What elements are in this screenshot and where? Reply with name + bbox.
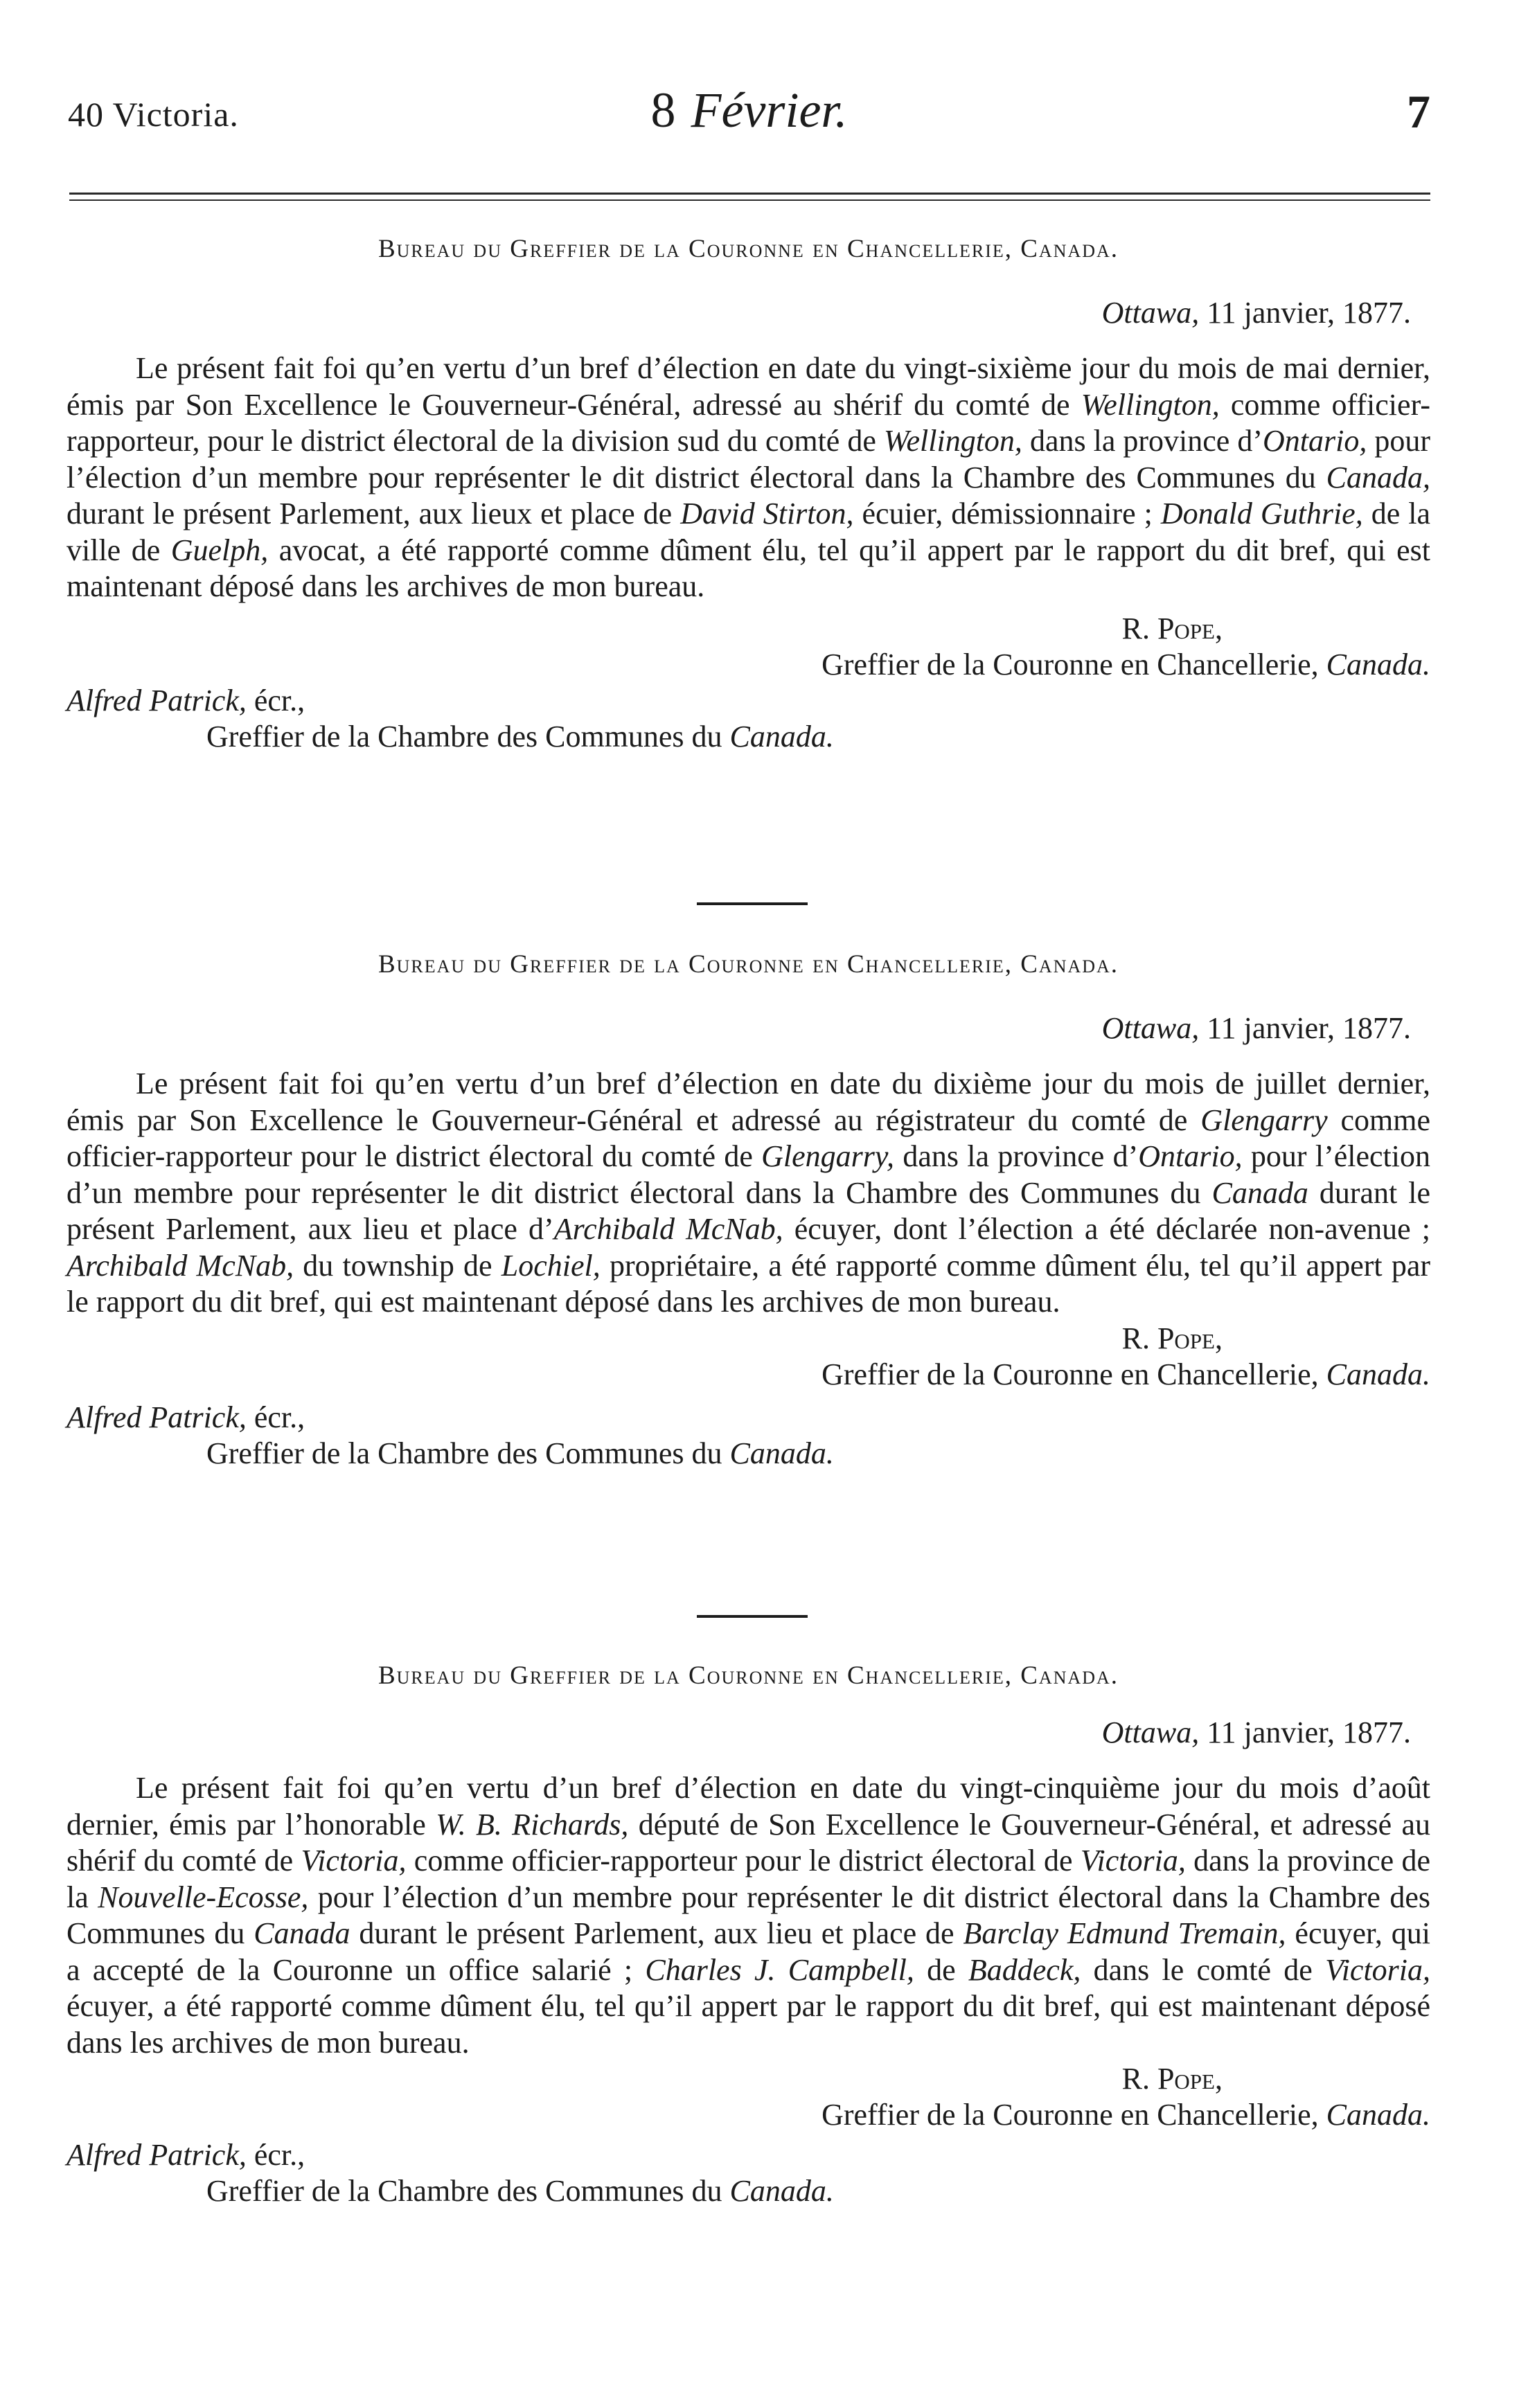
dateline-place: Ottawa, [1101,296,1200,330]
addressee-suffix: écr., [254,683,305,717]
dateline-date: 11 janvier, 1877. [1207,1011,1411,1045]
body-proper-name: Archibald McNab, [553,1212,783,1246]
bureau-heading: Bureau du Greffier de la Couronne en Chancellerie, Canada. [377,1661,1119,1690]
body-proper-name: Charles J. Campbell, [645,1952,914,1987]
body-text-run: dans la province de la [66,1844,1430,1914]
body-text-run: député de Son Excellence le Gouverneur-Général, et adressé au shérif du comté de [66,1807,1431,1878]
body-text-run: Le présent fait foi qu’en vertu d’un bref d’élection en date du dixième jour du mois de juillet dernier, émis par Son Excellence le Gouverneur-Général et adressé au régistrateur du comté de [66,1067,1430,1137]
body-proper-name: Wellington, [883,424,1022,458]
body-text-run: de [914,1952,968,1987]
addressee [66,2137,1430,2173]
addressee-title [206,719,1430,755]
running-head [68,82,1430,151]
body-proper-name: Ontario, [1138,1139,1243,1173]
body-text-run: écuier, démissionnaire ; [853,497,1161,530]
body-proper-name: Lochiel, [501,1248,601,1283]
body-proper-name: Nouvelle-Ecosse, [98,1880,309,1914]
addressee-name: Alfred Patrick, [66,1400,247,1434]
addressee-office: Greffier de la Chambre des Communes du [206,2174,722,2208]
issue-day: 8 [650,82,676,138]
addressee-office: Greffier de la Chambre des Communes du [206,1436,722,1470]
page-number: 7 [1407,85,1430,138]
addressee-country: Canada. [729,719,834,753]
signatory-country: Canada. [1326,647,1430,681]
addressee-country: Canada. [729,1436,834,1470]
body-proper-name: Donald Guthrie, [1160,497,1363,530]
body-proper-name: Glengarry [1200,1103,1328,1137]
body-text-run: comme officier-rapporteur pour le district électoral du comté de [66,1103,1431,1173]
addressee-office: Greffier de la Chambre des Communes du [206,719,722,753]
election-notice [66,1655,1430,2209]
addressee-title [206,1436,1430,1472]
body-proper-name: Wellington, [1081,387,1220,422]
dateline-place: Ottawa, [1101,1011,1200,1045]
body-proper-name: Victoria, [1325,1952,1431,1987]
body-proper-name: W. B. Richards, [436,1807,629,1841]
addressee-name: Alfred Patrick, [66,2138,247,2172]
body-text-run: dans le comté de [1081,1952,1326,1987]
body-text-run: pour l’élection d’un membre pour représenter le dit district électoral dans la Chambre des Communes du [66,1880,1430,1950]
body-text-run: durant le présent Parlement, aux lieu et place d’ [66,1175,1430,1246]
signatory-country: Canada. [1326,2098,1430,2132]
body-text-run: pour l’élection d’un membre pour représenter le dit district électoral dans la Chambre des Communes du [66,424,1430,494]
section-divider [697,902,808,905]
election-notice [66,944,1430,1472]
signatory-name: R. Pope, [1121,2062,1223,2096]
body-text-run: Le présent fait foi qu’en vertu d’un bref d’élection en date du vingt-cinquième jour du mois d’août dernier, émis par l’honorable [66,1771,1430,1841]
body-text-run: du township de [294,1248,501,1283]
signatory-title [66,2097,1430,2133]
signatory-name: R. Pope, [1121,1321,1223,1355]
dateline [66,1008,1430,1049]
dateline [66,1712,1430,1754]
signatory-name: R. Pope, [1121,611,1223,645]
body-text-run: comme officier-rapporteur pour le district électoral de [406,1844,1081,1878]
signatory-office: Greffier de la Couronne en Chancellerie, [821,647,1319,681]
addressee-suffix: écr., [254,1400,305,1434]
body-text-run: durant le présent Parlement, aux lieux et place de [66,497,681,530]
body-proper-name: Glengarry, [761,1139,895,1173]
header-rule-second [69,199,1430,201]
notice-body [66,1770,1430,2061]
body-text-run: Le présent fait foi qu’en vertu d’un bref d’élection en date du vingt-sixième jour du mois de mai dernier, émis par Son Excellence le Gouverneur-Général, adressé au shérif du comté de [66,351,1430,422]
notice-body [66,350,1430,605]
body-proper-name: Barclay Edmund Tremain, [963,1916,1286,1950]
notice-body [66,1066,1430,1321]
header-rule [69,193,1430,195]
body-text-run: écuyer, dont l’élection a été déclarée non-avenue ; [783,1212,1431,1246]
section-divider [697,1615,808,1618]
dateline-date: 11 janvier, 1877. [1207,1715,1411,1749]
addressee [66,1400,1430,1436]
signatory-office: Greffier de la Couronne en Chancellerie, [821,1357,1319,1391]
issue-date [68,82,1430,139]
addressee-name: Alfred Patrick, [66,683,247,717]
dateline [66,292,1430,334]
signatory-title [66,647,1430,683]
body-text-run: durant le présent Parlement, aux lieu et place de [350,1916,963,1950]
body-proper-name: Victoria, [301,1844,407,1878]
body-proper-name: Victoria, [1080,1844,1186,1878]
bureau-heading: Bureau du Greffier de la Couronne en Chancellerie, Canada. [377,950,1119,979]
addressee-country: Canada. [729,2174,834,2208]
body-text-run: dans la province d’ [1022,424,1263,458]
body-text-run: de la ville de [66,497,1430,567]
body-text-run: écuyer, qui a accepté de la Couronne un office salarié ; [66,1916,1430,1987]
body-text-run: pour l’élection d’un membre pour représenter le dit district électoral dans la Chambre des Communes du [66,1139,1430,1210]
bureau-heading: Bureau du Greffier de la Couronne en Chancellerie, Canada. [377,235,1119,263]
body-proper-name: Guelph, [170,533,269,567]
body-proper-name: Canada, [1326,460,1430,494]
signatory-title [66,1357,1430,1393]
body-text-run: comme officier-rapporteur, pour le district électoral de la division sud du comté de [66,387,1430,458]
body-text-run: propriétaire, a été rapporté comme dûment élu, tel qu’il appert par le rapport du dit bref, qui est maintenant déposé dans les archives de mon bureau. [66,1248,1430,1319]
addressee-title [206,2173,1430,2209]
regnal-year: 40 Victoria. [68,95,239,134]
dateline-date: 11 janvier, 1877. [1207,296,1411,330]
addressee-suffix: écr., [254,2138,305,2172]
signatory-country: Canada. [1326,1357,1430,1391]
body-proper-name: Archibald McNab, [66,1248,294,1283]
body-text-run: avocat, a été rapporté comme dûment élu, tel qu’il appert par le rapport du dit bref, qui est maintenant déposé dans les archives de mon bureau. [66,533,1431,603]
body-proper-name: Ontario, [1262,424,1367,458]
body-text-run: écuyer, a été rapporté comme dûment élu, tel qu’il appert par le rapport du dit bref, qui est maintenant déposé dans les archives de mon bureau. [66,1989,1430,2060]
addressee [66,683,1430,719]
dateline-place: Ottawa, [1101,1715,1200,1749]
body-proper-name: Baddeck, [968,1952,1081,1987]
body-proper-name: David Stirton, [680,497,854,530]
body-proper-name: Canada [254,1916,350,1950]
body-proper-name: Canada [1211,1175,1308,1210]
signatory-office: Greffier de la Couronne en Chancellerie, [821,2098,1319,2132]
issue-month: Février. [691,82,848,138]
election-notice [66,229,1430,755]
body-text-run: dans la province d’ [894,1139,1139,1173]
